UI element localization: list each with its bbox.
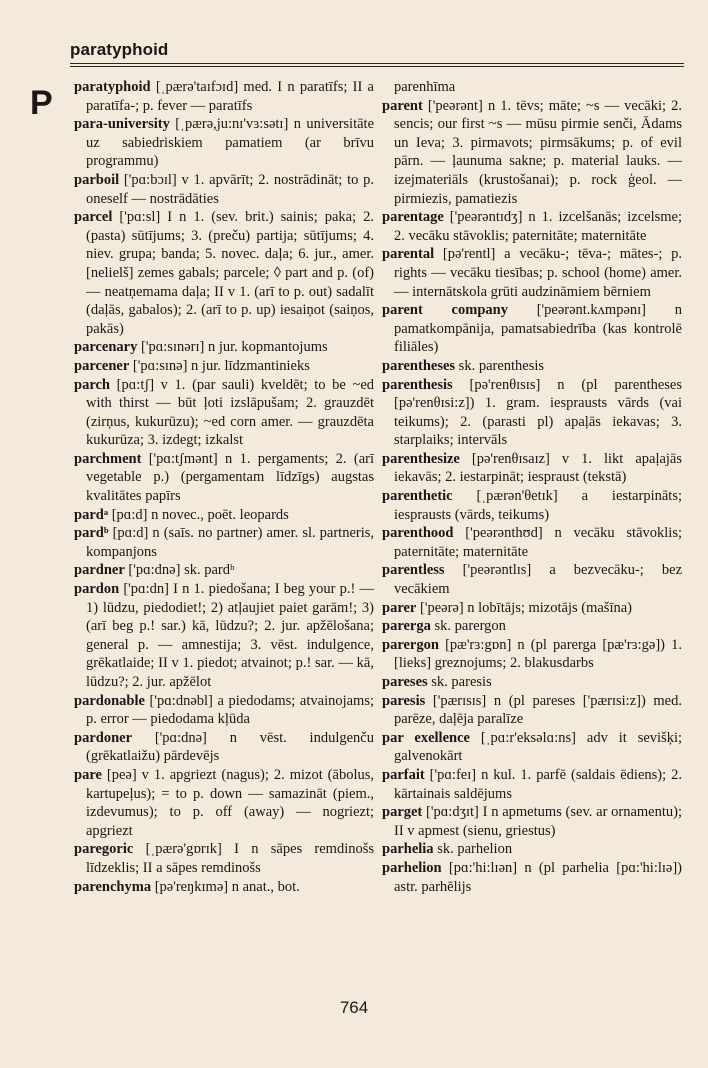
transcription: [peə] — [106, 766, 137, 783]
headword: pardᵃ — [74, 506, 109, 523]
definition: a iestarpināts; iesprausts (vārds, teikums) — [394, 488, 682, 523]
transcription: ['peərəntɪdʒ] — [449, 209, 523, 226]
dictionary-entry — [74, 357, 374, 376]
transcription: ['peərənthʊd] — [465, 525, 543, 542]
dictionary-entry — [382, 376, 682, 450]
definition: n 1. pergaments; 2. (arī vegetable p.) (pergamentam līdzīgs) augstas kvalitātes papīrs — [86, 450, 374, 505]
transcription: ['pɑ:sɪnə] — [132, 357, 188, 374]
transcription: [pə'rentl] — [442, 246, 496, 263]
transcription: ['pærɪsɪs] — [432, 692, 487, 709]
definition: parenhīma — [394, 79, 456, 95]
definition: v 1. likt apaļajās iekavās; 2. iestarpināt; iespraust (tekstā) — [394, 450, 683, 486]
dictionary-entry — [74, 208, 374, 338]
headword: parget — [382, 804, 423, 821]
header-rule-lower — [70, 66, 684, 67]
headword: parental — [382, 246, 435, 263]
headword: parchment — [74, 450, 142, 467]
dictionary-entry — [74, 506, 374, 525]
left-column — [74, 78, 374, 896]
definition: a piedodams; atvainojams; p. error — piedodama kļūda — [86, 692, 375, 728]
dictionary-entry — [74, 524, 374, 561]
transcription: [ˌpærə'gɒrɪk] — [145, 841, 222, 858]
transcription: [ˌpɑ:r'eksəlɑ:ns] — [480, 729, 576, 746]
transcription: ['peərəntlɪs] — [462, 562, 532, 579]
headword: parcenary — [74, 339, 138, 356]
headword: parerga — [382, 618, 431, 635]
definition: sk. paresis — [431, 674, 492, 690]
definition: n (pl parhelia [pɑ:'hi:lɪə]) astr. parhēlijs — [394, 859, 683, 895]
transcription: [pɑ:tʃ] — [116, 376, 155, 393]
headword: parenthetic — [382, 488, 453, 505]
transcription: ['peərənt] — [427, 97, 483, 114]
definition: n lobītājs; mizotājs (mašīna) — [467, 599, 632, 616]
transcription: [pæ'rɜ:gɒn] — [445, 636, 512, 653]
definition: n (saīs. no partner) amer. sl. partneris, kompanjons — [86, 525, 375, 560]
transcription: [pɑ:d] — [112, 525, 149, 542]
transcription: ['pɑ:feɪ] — [429, 766, 477, 783]
definition: n vēst. indulgenču (grēkatlaižu) pārdevējs — [86, 729, 374, 765]
definition: n novec., poēt. leopards — [151, 506, 289, 523]
transcription: ['peərənt.kʌmpənɪ] — [536, 302, 647, 319]
headword: pardonable — [74, 692, 145, 709]
dictionary-entry — [382, 599, 682, 618]
headword: par exellence — [382, 729, 470, 746]
transcription: [ˌpærə'taɪfɔɪd] — [155, 79, 239, 95]
headword: pareses — [382, 674, 428, 690]
dictionary-entry — [382, 78, 682, 97]
running-head: paratyphoid — [70, 40, 169, 59]
dictionary-entry — [382, 766, 682, 803]
definition: n (pl parentheses [pə'renθɪsi:z]) 1. gram. iesprausts vārds (vai teikums); 2. (parasti pl) apaļās iekavas; 3. starplaiks; intervāls — [394, 376, 683, 449]
headword: pardner — [74, 562, 125, 579]
definition: n 1. tēvs; māte; ~s — vecāki; 2. sencis; our first ~s — mūsu pirmie senči, Ādams un Ieva; 3. pirmavots; pirmsākums; p. of evil pārn. — ļaunuma sakne; p. material lauks. — izejmateriāls (krustošanai); p. rock ģeol. — pirmiezis, pamatiezis — [394, 97, 683, 207]
dictionary-entry — [382, 561, 682, 598]
headword: parenthood — [382, 525, 454, 542]
dictionary-entry — [382, 245, 682, 301]
dictionary-entry — [382, 617, 682, 636]
headword: pardon — [74, 581, 120, 598]
dictionary-entry — [382, 208, 682, 245]
headword: parenchyma — [74, 878, 152, 895]
dictionary-entry — [382, 487, 682, 524]
transcription: ['peərə] — [420, 599, 464, 616]
headword: pare — [74, 766, 102, 783]
definition: n (pl parerga [pæ'rɜ:gə]) 1. [lieks] greznojums; 2. blakusdarbs — [394, 636, 682, 672]
dictionary-entry — [382, 301, 682, 357]
section-letter: P — [30, 84, 53, 122]
transcription: ['pɑ:dnəbl] — [149, 692, 213, 709]
definition: adv it sevišķi; galvenokārt — [394, 729, 683, 765]
headword: parent company — [382, 302, 508, 319]
dictionary-entry — [74, 692, 374, 729]
transcription: ['pɑ:dn] — [123, 581, 169, 598]
dictionary-entry — [74, 580, 374, 692]
definition: n 1. izcelšanās; izcelsme; 2. vecāku stāvoklis; paternitāte; maternitāte — [394, 209, 683, 244]
definition: sk. pardᵇ — [184, 562, 235, 579]
dictionary-entry — [74, 171, 374, 208]
dictionary-entry — [74, 878, 374, 897]
headword: paresis — [382, 692, 426, 709]
definition: I n 1. piedošana; I beg your p.! — 1) lūdzu, piedodiet!; 2) atļaujiet paiet garām!; 3) (arī beg p.! sar.) kā, lūdzu?; 2. jur. apžēlošana; general p. — amnestija; 3. vēst. indulgence, grēkatlaide; II v 1. piedot; atvainot; p.! sar. — kā, lūdzu?; 2. jur. apžēlot — [86, 581, 374, 690]
dictionary-entry — [382, 636, 682, 673]
definition: sk. parhelion — [437, 841, 513, 858]
definition: sk. parergon — [434, 618, 506, 635]
headword: parhelia — [382, 841, 434, 858]
headword: parcener — [74, 357, 130, 374]
definition: n anat., bot. — [231, 878, 300, 895]
headword: parer — [382, 599, 417, 616]
header-rule — [70, 63, 684, 64]
definition: v 1. apgriezt (nagus); 2. mizot (ābolus, kartupeļus); = to p. down — samazināt (piem., izdevumus); to p. off (away) — nogriezt; apgriezt — [86, 766, 374, 839]
definition: n kul. 1. parfē (saldais ēdiens); 2. kārtainais saldējums — [394, 766, 682, 802]
definition: v 1. apvārīt; 2. nostrādināt; to p. oneself — nostrādāties — [86, 171, 374, 207]
dictionary-entry — [74, 561, 374, 580]
definition: n pamatkompānija, pamatsabiedrība (kas kontrolē filiāles) — [394, 302, 683, 356]
transcription: [pɑ:'hi:lɪən] — [448, 859, 518, 876]
headword: parent — [382, 97, 423, 114]
dictionary-entry — [74, 840, 374, 877]
definition: I n 1. (sev. brit.) sainis; paka; 2. (pasta) sūtījums; 3. (preču) partija; sūtījums; 4. niev. grupa; banda; 5. novec. daļa; 6. jur., amer. [nelielš] zemes gabals; parcele; ◊ part and p. (of) — neatņemama daļa; II v 1. (arī to p. out) sadalīt (daļās, gabalos); 2. (arī to p. up) iesaiņot (saiņos, pakās) — [86, 209, 375, 337]
dictionary-entry — [382, 673, 682, 692]
headword: pardᵇ — [74, 525, 109, 542]
dictionary-entry — [74, 766, 374, 840]
dictionary-entry — [74, 729, 374, 766]
headword: paregoric — [74, 841, 134, 858]
dictionary-entry — [382, 859, 682, 896]
dictionary-entry — [74, 78, 374, 115]
transcription: [ˌpærən'θetɪk] — [476, 488, 558, 505]
transcription: ['pɑ:dnə] — [128, 562, 181, 579]
headword: parentheses — [382, 357, 456, 374]
headword: parergon — [382, 636, 439, 653]
definition: a vecāku-; tēva-; mātes-; p. rights — vecāku tiesības; p. school (home) amer. — internātskola grūti audzināmiem bērniem — [394, 246, 683, 300]
headword: parenthesis — [382, 376, 453, 393]
headword: parhelion — [382, 859, 442, 876]
dictionary-entry — [74, 338, 374, 357]
dictionary-entry — [382, 692, 682, 729]
headword: parcel — [74, 209, 113, 226]
headword: parfait — [382, 766, 425, 783]
definition: a bezvecāku-; bez vecākiem — [394, 562, 682, 598]
transcription: [pɑ:d] — [111, 506, 148, 523]
definition: n jur. līdzmantinieks — [191, 357, 310, 374]
transcription: ['pɑ:sɪnərɪ] — [141, 339, 205, 356]
definition: n jur. kopmantojums — [207, 339, 328, 356]
definition: med. I n paratīfs; II a paratīfa-; p. fever — paratīfs — [86, 79, 374, 114]
transcription: [pə'renθɪsɪs] — [469, 376, 541, 393]
definition: I n apmetums (sev. ar ornamentu); II v apmest (sienu, griestus) — [394, 804, 683, 839]
headword: paratyphoid — [74, 79, 151, 95]
transcription: [ˌpærə,ju:nɪ'vɜ:sətɪ] — [175, 116, 289, 133]
headword: parenthesize — [382, 450, 460, 467]
dictionary-entry — [382, 840, 682, 859]
transcription: ['pɑ:bɔɪl] — [123, 171, 177, 188]
headword: pardoner — [74, 729, 132, 746]
dictionary-entry — [382, 450, 682, 487]
transcription: [pə'reŋkɪmə] — [154, 878, 229, 895]
transcription: ['pɑ:dʒɪt] — [426, 804, 479, 821]
definition: n universitāte uz sabiedriskiem pamatiem (ar brīvu programmu) — [86, 116, 375, 170]
transcription: ['pɑ:tʃmənt] — [148, 450, 218, 467]
definition: sk. parenthesis — [458, 357, 545, 374]
dictionary-entry — [382, 357, 682, 376]
page-number: 764 — [339, 998, 369, 1017]
dictionary-entry — [382, 729, 682, 766]
transcription: ['pɑ:sl] — [119, 209, 161, 226]
headword: parentless — [382, 562, 445, 579]
definition: n (pl pareses ['pærɪsi:z]) med. parēze, daļēja paralīze — [394, 692, 682, 728]
dictionary-entry — [382, 524, 682, 561]
dictionary-entry — [74, 115, 374, 171]
definition: n vecāku stāvoklis; paternitāte; maternitāte — [394, 525, 682, 560]
transcription: ['pɑ:dnə] — [154, 729, 207, 746]
right-column — [382, 78, 682, 896]
definition: I n sāpes remdinošs līdzeklis; II a sāpes remdinošs — [86, 841, 375, 876]
transcription: [pə'renθɪsaɪz] — [471, 450, 550, 467]
dictionary-entry — [382, 803, 682, 840]
definition: v 1. (par sauli) kveldēt; to be ~ed with thirst — būt ļoti izslāpušam; 2. grauzdēt (zirņus, kukurūzu); ~ed corn amer. — grauzdēta kukurūza; 3. izdegt; izkalst — [86, 376, 375, 449]
headword: parboil — [74, 171, 120, 188]
dictionary-entry — [382, 97, 682, 209]
headword: para-university — [74, 116, 170, 133]
headword: parch — [74, 376, 110, 393]
headword: parentage — [382, 209, 444, 226]
dictionary-entry — [74, 376, 374, 450]
dictionary-entry — [74, 450, 374, 506]
